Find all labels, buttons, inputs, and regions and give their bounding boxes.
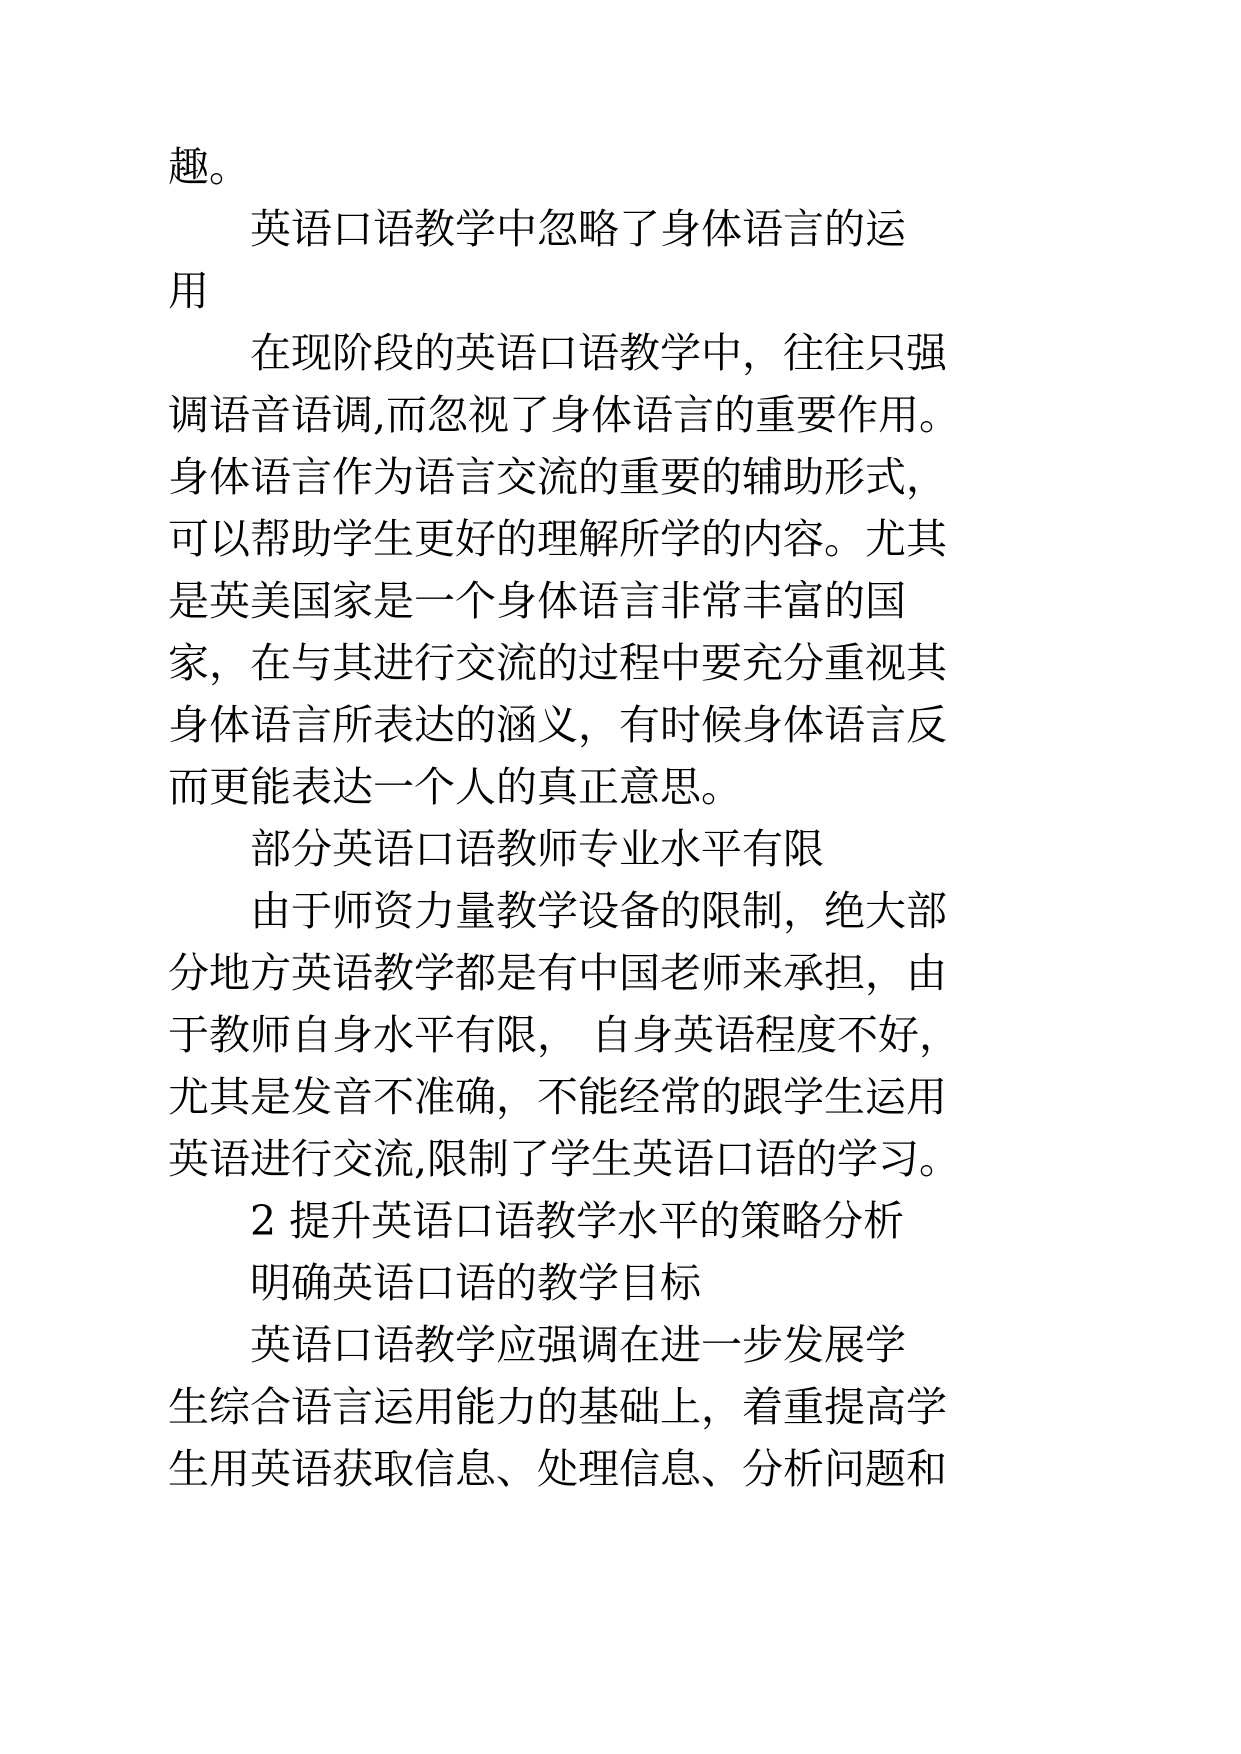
paragraph-first-line: 由于师资力量教学设备的限制，绝大部 <box>250 887 947 935</box>
text-line: 用 <box>168 267 209 315</box>
text-line: 家，在与其进行交流的过程中要充分重视其 <box>168 639 947 687</box>
text-line: 分地方英语教学都是有中国老师来承担，由 <box>168 949 947 997</box>
paragraph-first-line: 在现阶段的英语口语教学中，往往只强 <box>250 329 947 377</box>
text-line: 英语进行交流,限制了学生英语口语的学习。 <box>168 1135 961 1183</box>
text-line: 而更能表达一个人的真正意思。 <box>168 763 742 811</box>
text-line: 生用英语获取信息、处理信息、分析问题和 <box>168 1445 947 1493</box>
text-line: 尤其是发音不准确，不能经常的跟学生运用 <box>168 1073 947 1121</box>
text-line: 身体语言所表达的涵义，有时候身体语言反 <box>168 701 947 749</box>
paragraph-first-line: 英语口语教学应强调在进一步发展学 <box>250 1321 906 1369</box>
text-line: 身体语言作为语言交流的重要的辅助形式， <box>168 453 947 501</box>
text-line: 调语音语调,而忽视了身体语言的重要作用。 <box>168 391 961 439</box>
body-text <box>168 136 1168 1500</box>
paragraph-first-line: 2 提升英语口语教学水平的策略分析 <box>250 1197 905 1245</box>
text-line: 生综合语言运用能力的基础上，着重提高学 <box>168 1383 947 1431</box>
text-line: 于教师自身水平有限， 自身英语程度不好， <box>168 1011 961 1059</box>
text-line: 趣。 <box>168 143 250 191</box>
paragraph-first-line: 部分英语口语教师专业水平有限 <box>250 825 824 873</box>
text-line: 可以帮助学生更好的理解所学的内容。尤其 <box>168 515 947 563</box>
paragraph-first-line: 明确英语口语的教学目标 <box>250 1259 701 1307</box>
text-line: 是英美国家是一个身体语言非常丰富的国 <box>168 577 906 625</box>
paragraph-first-line: 英语口语教学中忽略了身体语言的运 <box>250 205 906 253</box>
